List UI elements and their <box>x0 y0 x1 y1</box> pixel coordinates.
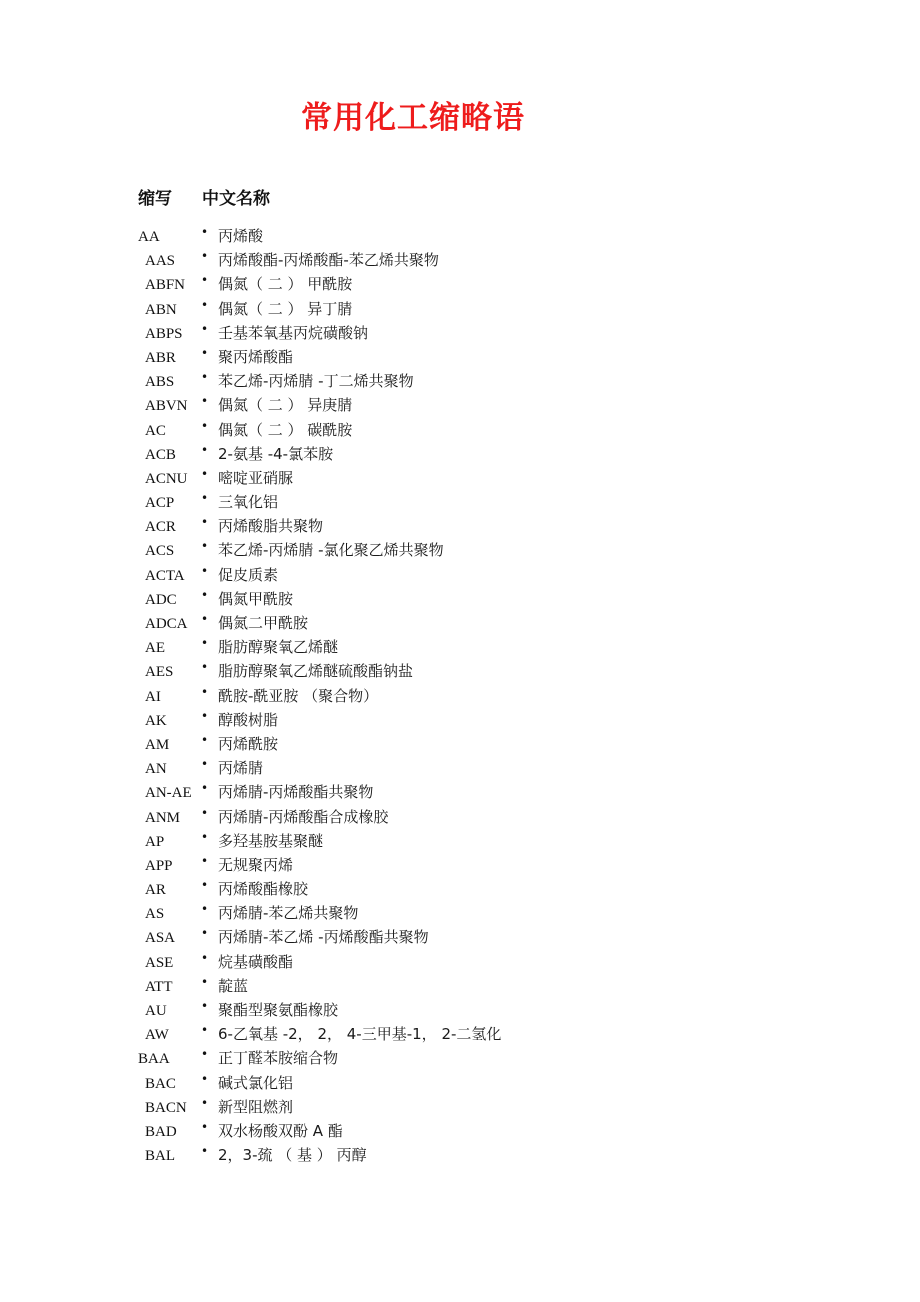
bullet-icon: • <box>201 974 209 989</box>
list-item <box>0 636 920 660</box>
chinese-name: 丙烯酸 <box>218 227 264 245</box>
list-item <box>0 1023 920 1047</box>
list-item <box>0 685 920 709</box>
abbreviation: AM <box>145 736 170 753</box>
abbreviation: ASA <box>145 930 176 947</box>
abbreviation: ACP <box>145 495 175 512</box>
abbreviation: ABS <box>145 374 175 391</box>
chinese-name: 偶氮甲酰胺 <box>218 589 294 608</box>
abbreviation: BAC <box>145 1075 176 1092</box>
list-item <box>0 806 920 830</box>
chinese-name: 促皮质素 <box>218 565 279 584</box>
bullet-icon: • <box>201 1047 209 1062</box>
chinese-name: 新型阻燃剂 <box>218 1097 294 1116</box>
chinese-name: 丙烯酸酯橡胶 <box>218 880 309 899</box>
bullet-icon: • <box>201 225 209 239</box>
list-item <box>0 491 920 515</box>
list-item <box>0 515 920 539</box>
chinese-name: 偶氮（ 二 ） 异丁腈 <box>218 299 353 318</box>
abbreviation: AA <box>138 229 160 245</box>
chinese-name: 酰胺-酰亚胺 （聚合物） <box>218 686 379 705</box>
chinese-name: 无规聚丙烯 <box>218 855 294 874</box>
chinese-name: 2，3-巯 （ 基 ） 丙醇 <box>218 1146 367 1165</box>
chinese-name: 脂肪醇聚氧乙烯醚硫酸酯钠盐 <box>218 662 414 681</box>
abbreviation: AI <box>145 688 161 705</box>
bullet-icon: • <box>201 418 209 433</box>
bullet-icon: • <box>201 829 209 844</box>
bullet-icon: • <box>201 757 209 772</box>
bullet-icon: • <box>201 902 209 917</box>
chinese-name: 偶氮二甲酰胺 <box>218 614 309 632</box>
abbreviation: ABVN <box>145 398 188 415</box>
list-item <box>0 564 920 588</box>
chinese-name: 偶氮（ 二 ） 甲酰胺 <box>218 275 353 294</box>
chinese-name: 碱式氯化铝 <box>218 1073 294 1092</box>
chinese-name: 丙烯腈-丙烯酸酯共聚物 <box>218 783 374 802</box>
abbreviation: BACN <box>145 1099 187 1116</box>
chinese-name: 苯乙烯-丙烯腈 -氯化聚乙烯共聚物 <box>218 541 444 560</box>
list-item <box>0 273 920 297</box>
bullet-icon: • <box>201 539 209 554</box>
abbreviation-column-label: 缩写 <box>138 189 172 209</box>
abbreviation-list <box>0 225 920 1168</box>
chinese-name: 靛蓝 <box>218 976 249 995</box>
bullet-icon: • <box>201 273 209 288</box>
chinese-name: 丙烯腈-丙烯酸酯合成橡胶 <box>218 807 389 826</box>
list-item <box>0 951 920 975</box>
chinese-name: 丙烯酸酯-丙烯酸酯-苯乙烯共聚物 <box>218 251 439 270</box>
abbreviation: APP <box>145 857 173 874</box>
bullet-icon: • <box>201 878 209 893</box>
chinese-name: 三氧化铝 <box>218 493 279 512</box>
chinese-name: 脂肪醇聚氧乙烯醚 <box>218 638 339 657</box>
abbreviation: ABFN <box>145 277 186 294</box>
list-item <box>0 443 920 467</box>
bullet-icon: • <box>201 563 209 578</box>
chinese-name: 丙烯腈-苯乙烯 -丙烯酸酯共聚物 <box>218 928 429 947</box>
bullet-icon: • <box>201 491 209 506</box>
chinese-name: 聚酯型聚氨酯橡胶 <box>218 1001 339 1019</box>
bullet-icon: • <box>201 636 209 651</box>
abbreviation: AR <box>145 882 166 899</box>
bullet-icon: • <box>201 781 209 796</box>
list-item <box>0 878 920 902</box>
list-item <box>0 1072 920 1096</box>
list-item <box>0 588 920 612</box>
list-item <box>0 830 920 854</box>
bullet-icon: • <box>201 660 209 675</box>
bullet-icon: • <box>201 442 209 457</box>
list-item <box>0 1096 920 1120</box>
bullet-icon: • <box>201 950 209 965</box>
bullet-icon: • <box>201 926 209 941</box>
list-item <box>0 757 920 781</box>
abbreviation: ABN <box>145 301 177 318</box>
bullet-icon: • <box>201 1095 209 1110</box>
chinese-name: 6-乙氧基 -2， 2， 4-三甲基-1， 2-二氢化 <box>218 1025 502 1044</box>
list-item <box>0 1047 920 1071</box>
bullet-icon: • <box>201 297 209 312</box>
abbreviation: AU <box>145 1003 167 1019</box>
chinese-name: 苯乙烯-丙烯腈 -丁二烯共聚物 <box>218 372 414 391</box>
abbreviation: ANM <box>145 809 181 826</box>
abbreviation: ACTA <box>145 567 185 584</box>
list-item <box>0 419 920 443</box>
abbreviation: AK <box>145 712 167 729</box>
list-item <box>0 612 920 636</box>
abbreviation: AAS <box>145 253 176 270</box>
bullet-icon: • <box>201 370 209 385</box>
list-item <box>0 999 920 1023</box>
chinese-name: 多羟基胺基聚醚 <box>218 831 324 850</box>
list-item <box>0 1120 920 1144</box>
bullet-icon: • <box>201 466 209 481</box>
list-item <box>0 370 920 394</box>
abbreviation: ABPS <box>145 325 183 342</box>
bullet-icon: • <box>201 345 209 360</box>
abbreviation: BAL <box>145 1148 175 1165</box>
bullet-icon: • <box>201 249 209 264</box>
chinese-name: 偶氮（ 二 ） 碳酰胺 <box>218 420 353 439</box>
abbreviation: AE <box>145 640 165 657</box>
abbreviation: ADCA <box>145 616 188 632</box>
bullet-icon: • <box>201 732 209 747</box>
abbreviation: ATT <box>145 978 173 995</box>
abbreviation: BAD <box>145 1123 177 1140</box>
bullet-icon: • <box>201 394 209 409</box>
list-item <box>0 298 920 322</box>
abbreviation: ACB <box>145 446 176 463</box>
chinese-name: 正丁醛苯胺缩合物 <box>218 1049 339 1068</box>
page-title: 常用化工缩略语 <box>301 100 525 136</box>
chinese-name: 丙烯腈-苯乙烯共聚物 <box>218 904 359 923</box>
list-item <box>0 322 920 346</box>
list-item <box>0 926 920 950</box>
abbreviation: ACNU <box>145 470 188 487</box>
chinese-name: 丙烯腈 <box>218 759 264 778</box>
list-item <box>0 709 920 733</box>
list-item <box>0 394 920 418</box>
bullet-icon: • <box>201 587 209 602</box>
bullet-icon: • <box>201 805 209 820</box>
chinese-name-column-label: 中文名称 <box>202 189 270 209</box>
bullet-icon: • <box>201 1071 209 1086</box>
bullet-icon: • <box>201 321 209 336</box>
bullet-icon: • <box>201 1023 209 1038</box>
abbreviation: ACR <box>145 519 176 536</box>
chinese-name: 烷基磺酸酯 <box>218 952 294 971</box>
list-item <box>0 781 920 805</box>
bullet-icon: • <box>201 515 209 530</box>
abbreviation: AC <box>145 422 166 439</box>
list-item <box>0 660 920 684</box>
abbreviation: ACS <box>145 543 175 560</box>
bullet-icon: • <box>201 684 209 699</box>
chinese-name: 嘧啶亚硝脲 <box>218 468 294 487</box>
chinese-name: 丙烯酸脂共聚物 <box>218 517 324 536</box>
list-item <box>0 854 920 878</box>
abbreviation: ASE <box>145 954 174 971</box>
abbreviation: AN-AE <box>145 785 192 802</box>
bullet-icon: • <box>201 1119 209 1134</box>
abbreviation: AP <box>145 833 165 850</box>
chinese-name: 壬基苯氧基丙烷磺酸钠 <box>218 323 369 342</box>
list-item <box>0 733 920 757</box>
chinese-name: 双水杨酸双酚 A 酯 <box>218 1121 343 1140</box>
list-item <box>0 249 920 273</box>
list-item <box>0 346 920 370</box>
chinese-name: 聚丙烯酸酯 <box>218 347 294 366</box>
list-item <box>0 539 920 563</box>
abbreviation: ABR <box>145 349 176 366</box>
abbreviation: AES <box>145 664 174 681</box>
chinese-name: 2-氨基 -4-氯苯胺 <box>218 444 334 463</box>
list-item <box>0 467 920 491</box>
abbreviation: AS <box>145 906 165 923</box>
chinese-name: 偶氮（ 二 ） 异庚腈 <box>218 396 353 415</box>
bullet-icon: • <box>201 1144 209 1159</box>
bullet-icon: • <box>201 999 209 1013</box>
abbreviation: BAA <box>138 1051 170 1068</box>
abbreviation: AN <box>145 761 167 778</box>
bullet-icon: • <box>201 853 209 868</box>
list-item <box>0 225 920 249</box>
list-item <box>0 1144 920 1168</box>
list-item <box>0 902 920 926</box>
abbreviation: ADC <box>145 591 177 608</box>
list-item <box>0 975 920 999</box>
chinese-name: 丙烯酰胺 <box>218 734 279 753</box>
chinese-name: 醇酸树脂 <box>218 710 279 729</box>
abbreviation: AW <box>145 1027 169 1044</box>
bullet-icon: • <box>201 708 209 723</box>
bullet-icon: • <box>201 612 209 626</box>
